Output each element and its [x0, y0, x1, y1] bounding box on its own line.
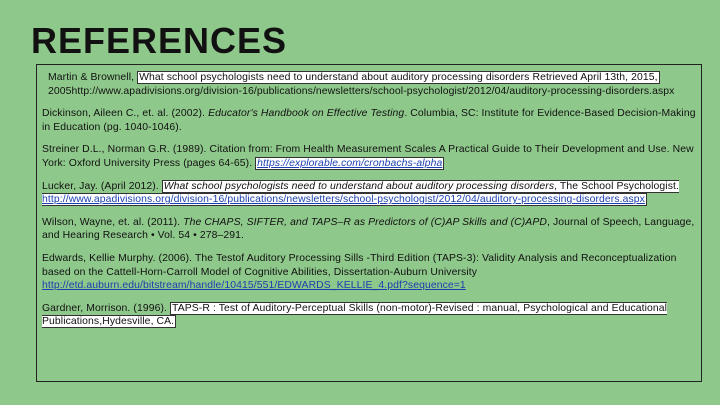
ref-title: Educator's Handbook on Effective Testing	[208, 108, 405, 120]
reference-edwards	[42, 252, 696, 293]
ref-highlight: TAPS-R : Test of Auditory-Perceptual Skills (non-motor)-Revised : manual, Psychological and Educational Publications,Hydesville, CA.	[42, 302, 668, 328]
references-box	[36, 64, 702, 382]
reference-wilson	[42, 216, 696, 243]
ref-text: , Journal of Speech, Language, and Hearing Research • Vol. 54 • 278–291.	[42, 216, 695, 242]
ref-text: Edwards, Kellie Murphy. (2006). The Testof Auditory Processing Sills -Third Edition (TAPS-3): Validity Analysis and Reconceptualization based on the Cattell-Horn-Carroll Model of Cognitive Abilities, Dissertation-Auburn University	[42, 252, 677, 278]
apadivisions-link[interactable]: http://www.apadivisions.org/division-16/publications/newsletters/school-psychologist/2012/04/auditory-processing-disorders.aspx	[42, 194, 645, 206]
ref-text: Wilson, Wayne, et. al. (2011).	[42, 216, 184, 228]
reference-dickinson	[42, 107, 696, 134]
ref-text: Gardner, Morrison. (1996).	[42, 302, 171, 314]
ref-text: Lucker, Jay. (April 2012).	[42, 180, 162, 192]
cronbach-link[interactable]: https://explorable.com/cronbachs-alpha	[257, 157, 443, 169]
reference-streiner	[42, 143, 696, 170]
auburn-link[interactable]: http://etd.auburn.edu/bitstream/handle/10415/551/EDWARDS_KELLIE_4.pdf?sequence=1	[42, 280, 466, 292]
ref-text: Streiner D.L., Norman G.R. (1989). Citation from: From Health Measurement Scales A Practical Guide to Their Development and Use. New York: Oxford University Press (pages 64-65).	[42, 144, 694, 169]
ref-highlight: What school psychologists need to understand about auditory processing disorders Retrieved April 13th, 2015,	[139, 72, 658, 83]
reference-gardner	[42, 302, 696, 329]
ref-text: Martin & Brownell,	[48, 72, 138, 83]
ref-title: What school psychologists need to understand about auditory processing disorders	[163, 180, 555, 192]
ref-text: , The School Psychologist.	[554, 180, 679, 192]
ref-url-text: 2005http://www.apadivisions.org/division-16/publications/newsletters/school-psychologist/2012/04/auditory-processing-disorders.aspx	[48, 85, 675, 97]
reference-martin-brownell	[42, 71, 696, 98]
ref-text: . Columbia, SC: Institute for Evidence-Based Decision-Making in Education (pg. 1040-1046).	[42, 108, 696, 133]
ref-text: Dickinson, Aileen C., et. al. (2002).	[42, 108, 209, 120]
ref-title: The CHAPS, SIFTER, and TAPS–R as Predictors of (C)AP Skills and (C)APD	[183, 216, 547, 228]
reference-lucker	[42, 180, 696, 207]
page-title: REFERENCES	[31, 20, 288, 61]
